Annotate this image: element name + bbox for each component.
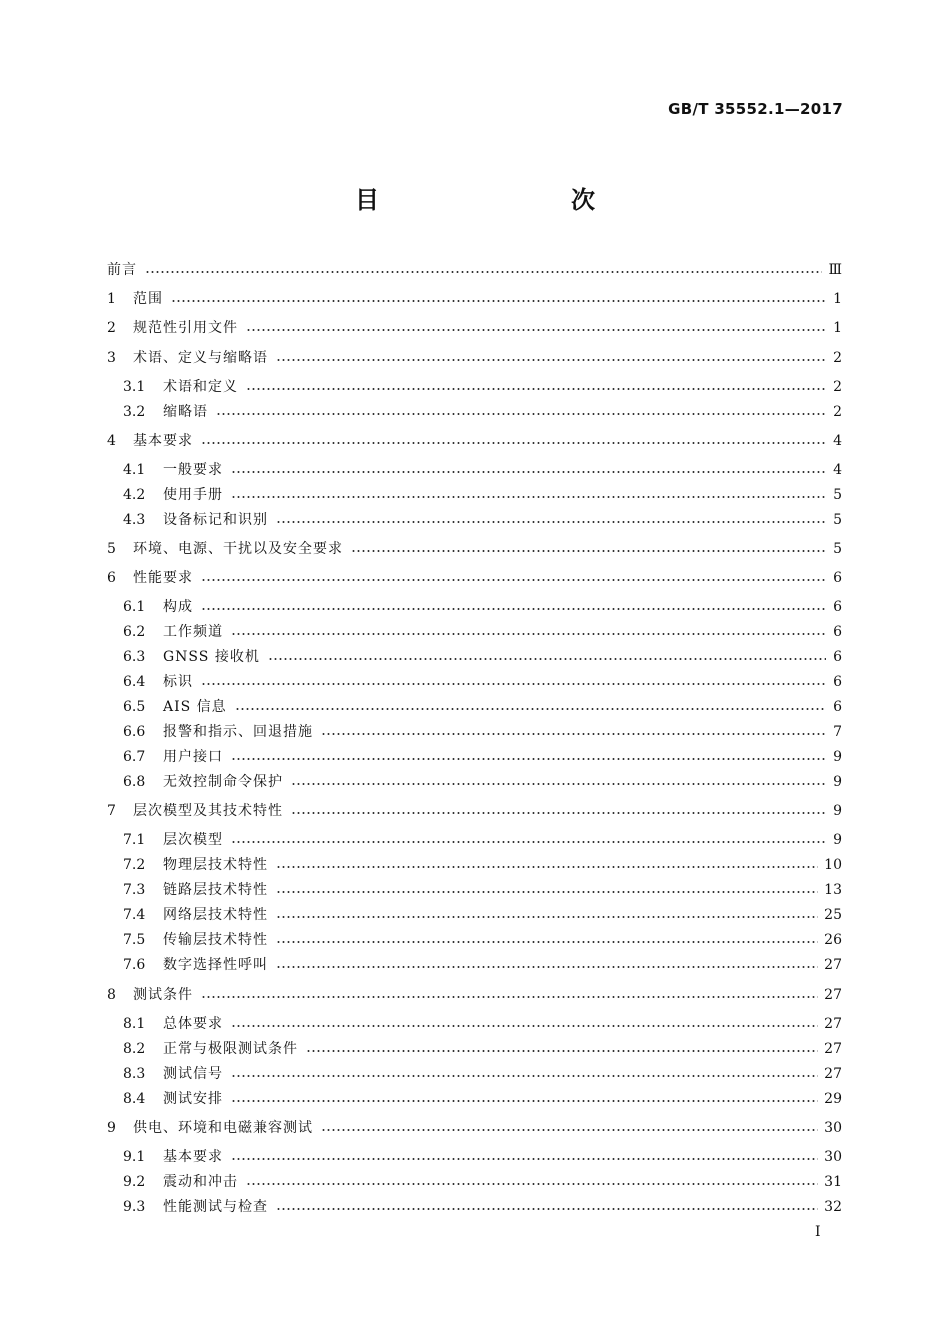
toc-entry-label: 一般要求 xyxy=(163,462,223,478)
toc-entry-label: 标识 xyxy=(163,674,193,690)
toc-entry-number: 6.4 xyxy=(123,674,146,690)
dot-leader xyxy=(276,915,818,919)
toc-entry-page: Ⅲ xyxy=(828,262,842,278)
toc-entry[interactable] xyxy=(123,376,842,398)
dot-leader xyxy=(231,632,826,636)
toc-entry-number: 4.3 xyxy=(123,512,146,528)
toc-entry-page: 9 xyxy=(833,832,842,848)
toc-entry[interactable] xyxy=(123,1088,842,1110)
toc-entry-page: 27 xyxy=(824,1041,842,1057)
toc-entry-label: GNSS 接收机 xyxy=(163,649,260,665)
toc-entry[interactable] xyxy=(107,347,842,369)
page-title: 目 次 xyxy=(355,186,643,214)
toc-entry[interactable] xyxy=(107,430,842,452)
toc-entry[interactable] xyxy=(107,538,842,560)
dot-leader xyxy=(201,578,826,582)
dot-leader xyxy=(231,1074,818,1078)
toc-entry[interactable] xyxy=(123,829,842,851)
dot-leader xyxy=(276,865,818,869)
toc-entry-number: 5 xyxy=(107,541,116,557)
dot-leader xyxy=(351,549,826,553)
toc-entry-number: 7.4 xyxy=(123,907,146,923)
toc-entry[interactable] xyxy=(107,1117,842,1139)
dot-leader xyxy=(231,840,826,844)
page-folio: I xyxy=(815,1224,821,1240)
toc-entry-number: 7.5 xyxy=(123,932,146,948)
toc-entry-page: 4 xyxy=(833,462,842,478)
dot-leader xyxy=(231,470,826,474)
toc-entry-page: 32 xyxy=(824,1199,842,1215)
toc-entry-page: 6 xyxy=(833,649,842,665)
toc-entry[interactable] xyxy=(123,954,842,976)
toc-entry-page: 7 xyxy=(833,724,842,740)
toc-entry[interactable] xyxy=(123,696,842,718)
toc-entry[interactable] xyxy=(123,1171,842,1193)
toc-entry[interactable] xyxy=(107,288,842,310)
toc-entry-label: 网络层技术特性 xyxy=(163,907,268,923)
toc-entry-page: 1 xyxy=(833,320,842,336)
toc-entry-number: 7 xyxy=(107,803,116,819)
toc-entry-label: 测试条件 xyxy=(133,987,193,1003)
dot-leader xyxy=(276,965,818,969)
toc-entry-label: 术语和定义 xyxy=(163,379,238,395)
dot-leader xyxy=(201,607,826,611)
toc-entry-label: 性能要求 xyxy=(133,570,193,586)
toc-entry-page: 6 xyxy=(833,699,842,715)
toc-entry-number: 7.3 xyxy=(123,882,146,898)
toc-entry-label: 震动和冲击 xyxy=(163,1174,238,1190)
toc-entry-page: 31 xyxy=(824,1174,842,1190)
dot-leader xyxy=(321,1128,818,1132)
toc-entry[interactable] xyxy=(123,671,842,693)
dot-leader xyxy=(201,995,818,999)
toc-entry-label: 基本要求 xyxy=(163,1149,223,1165)
dot-leader xyxy=(276,1207,818,1211)
toc-entry-page: 6 xyxy=(833,624,842,640)
dot-leader xyxy=(268,657,826,661)
toc-entry[interactable] xyxy=(123,746,842,768)
toc-entry-label: 规范性引用文件 xyxy=(133,320,238,336)
toc-entry-number: 9 xyxy=(107,1120,116,1136)
toc-entry-page: 9 xyxy=(833,749,842,765)
toc-entry[interactable] xyxy=(123,929,842,951)
toc-entry-page: 6 xyxy=(833,599,842,615)
toc-entry[interactable] xyxy=(123,904,842,926)
toc-entry[interactable] xyxy=(123,484,842,506)
toc-entry-label: AIS 信息 xyxy=(163,699,227,715)
toc-entry-number: 4.1 xyxy=(123,462,146,478)
toc-entry-number: 7.1 xyxy=(123,832,146,848)
toc-entry-label: 层次模型及其技术特性 xyxy=(133,803,283,819)
toc-entry[interactable] xyxy=(107,800,842,822)
toc-entry[interactable] xyxy=(123,1063,842,1085)
toc-entry-page: 4 xyxy=(833,433,842,449)
dot-leader xyxy=(201,441,826,445)
toc-entry-page: 27 xyxy=(824,1016,842,1032)
toc-entry-label: 供电、环境和电磁兼容测试 xyxy=(133,1120,313,1136)
toc-entry-page: 1 xyxy=(833,291,842,307)
toc-entry-page: 2 xyxy=(833,404,842,420)
toc-entry-number: 8.4 xyxy=(123,1091,146,1107)
toc-entry[interactable] xyxy=(123,401,842,423)
toc-entry-page: 30 xyxy=(824,1120,842,1136)
dot-leader xyxy=(276,940,818,944)
toc-entry-label: 传输层技术特性 xyxy=(163,932,268,948)
toc-entry-page: 25 xyxy=(824,907,842,923)
toc-entry[interactable] xyxy=(123,646,842,668)
toc-entry-label: 无效控制命令保护 xyxy=(163,774,283,790)
toc-entry[interactable] xyxy=(123,621,842,643)
toc-entry-page: 30 xyxy=(824,1149,842,1165)
dot-leader xyxy=(246,1182,818,1186)
toc-entry-label: 总体要求 xyxy=(163,1016,223,1032)
dot-leader xyxy=(276,520,826,524)
toc-entry-page: 2 xyxy=(833,379,842,395)
toc-entry-label: 术语、定义与缩略语 xyxy=(133,350,268,366)
toc-entry-page: 13 xyxy=(824,882,842,898)
toc-entry-label: 缩略语 xyxy=(163,404,208,420)
toc-entry-label: 测试安排 xyxy=(163,1091,223,1107)
toc-entry-page: 2 xyxy=(833,350,842,366)
toc-entry-page: 9 xyxy=(833,774,842,790)
toc-entry-page: 27 xyxy=(824,957,842,973)
toc-entry[interactable] xyxy=(123,879,842,901)
toc-entry-number: 2 xyxy=(107,320,116,336)
toc-entry[interactable] xyxy=(123,1146,842,1168)
toc-entry-number: 9.2 xyxy=(123,1174,146,1190)
toc-entry-number: 8 xyxy=(107,987,116,1003)
toc-entry[interactable] xyxy=(107,317,842,339)
toc-entry-label: 工作频道 xyxy=(163,624,223,640)
dot-leader xyxy=(291,782,826,786)
toc-entry[interactable] xyxy=(123,771,842,793)
toc-entry-number: 6.6 xyxy=(123,724,146,740)
toc-entry-page: 27 xyxy=(824,1066,842,1082)
standard-code: GB/T 35552.1—2017 xyxy=(668,100,843,118)
dot-leader xyxy=(235,707,826,711)
dot-leader xyxy=(246,328,826,332)
toc-entry-number: 7.6 xyxy=(123,957,146,973)
toc-entry-label: 性能测试与检查 xyxy=(163,1199,268,1215)
toc-entry[interactable] xyxy=(107,567,842,589)
toc-entry-number: 3 xyxy=(107,350,116,366)
dot-leader xyxy=(201,682,826,686)
toc-entry[interactable] xyxy=(107,984,842,1006)
toc-entry-number: 6 xyxy=(107,570,116,586)
toc-entry-page: 9 xyxy=(833,803,842,819)
toc-entry-page: 10 xyxy=(824,857,842,873)
dot-leader xyxy=(145,270,822,274)
toc-entry-label: 测试信号 xyxy=(163,1066,223,1082)
dot-leader xyxy=(276,358,826,362)
toc-entry[interactable] xyxy=(123,1013,842,1035)
dot-leader xyxy=(231,1157,818,1161)
toc-entry-label: 环境、电源、干扰以及安全要求 xyxy=(133,541,343,557)
toc-entry-page: 26 xyxy=(824,932,842,948)
dot-leader xyxy=(231,1024,818,1028)
toc-entry-number: 6.1 xyxy=(123,599,146,615)
toc-entry-page: 27 xyxy=(824,987,842,1003)
toc-entry-page: 5 xyxy=(833,541,842,557)
toc-entry-number: 9.3 xyxy=(123,1199,146,1215)
toc-entry-label: 前言 xyxy=(107,262,137,278)
dot-leader xyxy=(276,890,818,894)
dot-leader xyxy=(246,387,826,391)
toc-entry-page: 6 xyxy=(833,674,842,690)
dot-leader xyxy=(231,757,826,761)
dot-leader xyxy=(321,732,826,736)
toc-entry[interactable] xyxy=(123,854,842,876)
toc-entry[interactable] xyxy=(107,259,842,281)
toc-entry-label: 构成 xyxy=(163,599,193,615)
dot-leader xyxy=(171,299,826,303)
toc-entry-number: 8.3 xyxy=(123,1066,146,1082)
toc-entry-page: 5 xyxy=(833,487,842,503)
toc-entry-number: 6.3 xyxy=(123,649,146,665)
toc-entry-number: 6.7 xyxy=(123,749,146,765)
toc-entry-label: 报警和指示、回退措施 xyxy=(163,724,313,740)
toc-entry-number: 6.8 xyxy=(123,774,146,790)
toc-entry-label: 物理层技术特性 xyxy=(163,857,268,873)
toc-entry-label: 基本要求 xyxy=(133,433,193,449)
toc-entry-number: 6.5 xyxy=(123,699,146,715)
toc-entry-page: 29 xyxy=(824,1091,842,1107)
toc-entry-label: 范围 xyxy=(133,291,163,307)
dot-leader xyxy=(216,412,826,416)
toc-entry-number: 1 xyxy=(107,291,116,307)
toc-entry[interactable] xyxy=(123,721,842,743)
dot-leader xyxy=(231,1099,818,1103)
dot-leader xyxy=(231,495,826,499)
toc-entry-number: 8.1 xyxy=(123,1016,146,1032)
dot-leader xyxy=(306,1049,818,1053)
toc-entry[interactable] xyxy=(123,596,842,618)
toc-entry-number: 8.2 xyxy=(123,1041,146,1057)
toc-entry-number: 3.2 xyxy=(123,404,146,420)
dot-leader xyxy=(291,811,826,815)
toc-entry-label: 使用手册 xyxy=(163,487,223,503)
toc-entry-number: 6.2 xyxy=(123,624,146,640)
toc-entry-number: 7.2 xyxy=(123,857,146,873)
toc-entry-page: 5 xyxy=(833,512,842,528)
toc-entry[interactable] xyxy=(123,509,842,531)
toc-entry-label: 用户接口 xyxy=(163,749,223,765)
toc-entry-label: 设备标记和识别 xyxy=(163,512,268,528)
toc-entry-number: 4.2 xyxy=(123,487,146,503)
toc-entry[interactable] xyxy=(123,459,842,481)
toc-entry[interactable] xyxy=(123,1196,842,1218)
toc-entry-label: 链路层技术特性 xyxy=(163,882,268,898)
toc-entry-number: 3.1 xyxy=(123,379,146,395)
toc-entry-label: 正常与极限测试条件 xyxy=(163,1041,298,1057)
toc-entry-label: 层次模型 xyxy=(163,832,223,848)
toc-entry-label: 数字选择性呼叫 xyxy=(163,957,268,973)
toc-entry[interactable] xyxy=(123,1038,842,1060)
toc-entry-number: 9.1 xyxy=(123,1149,146,1165)
toc-entry-number: 4 xyxy=(107,433,116,449)
toc-entry-page: 6 xyxy=(833,570,842,586)
